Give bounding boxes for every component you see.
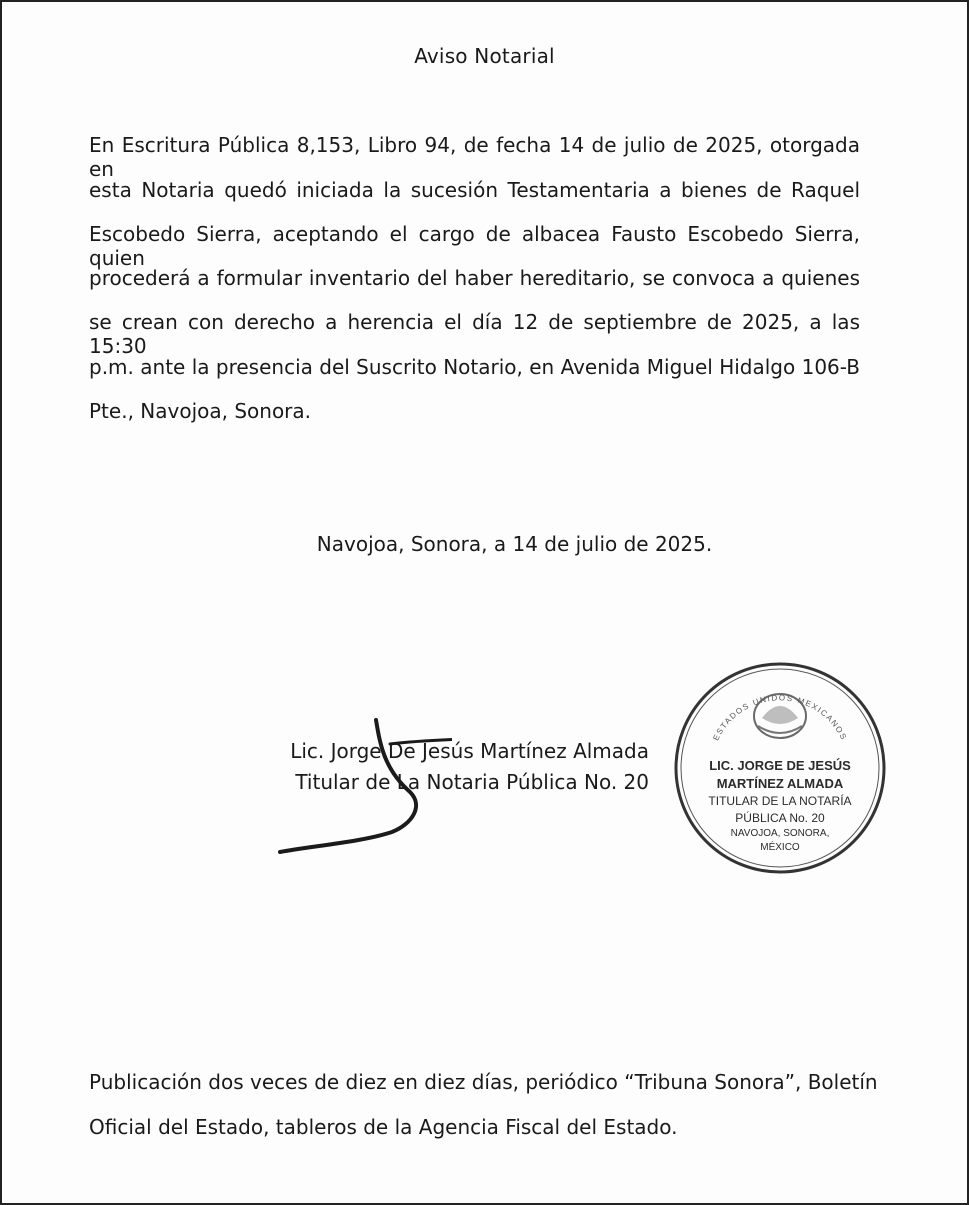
publication-line: Publicación dos veces de diez en diez días, periódico “Tribuna Sonora”, Boletín	[89, 1070, 878, 1094]
seal-text: NAVOJOA, SONORA,	[730, 828, 830, 839]
seal-text: PÚBLICA No. 20	[735, 811, 825, 825]
seal-text: TITULAR DE LA NOTARÍA	[708, 794, 852, 808]
signatory-name: Lic. Jorge De Jesús Martínez Almada	[290, 739, 649, 763]
body-line: En Escritura Pública 8,153, Libro 94, de fecha 14 de julio de 2025, otorgada en	[89, 133, 860, 181]
seal-text: MARTÍNEZ ALMADA	[716, 776, 844, 791]
notary-seal	[672, 660, 888, 876]
seal-text: LIC. JORGE DE JESÚS	[709, 758, 851, 773]
seal-text: MÉXICO	[760, 842, 800, 853]
body-line: esta Notaria quedó iniciada la sucesión Testamentaria a bienes de Raquel	[89, 178, 860, 202]
handwritten-signature	[272, 714, 452, 864]
publication-line: Oficial del Estado, tableros de la Agencia Fiscal del Estado.	[89, 1115, 678, 1139]
body-line: procederá a formular inventario del haber hereditario, se convoca a quienes	[89, 266, 860, 290]
place-and-date: Navojoa, Sonora, a 14 de julio de 2025.	[316, 532, 713, 556]
body-line: Pte., Navojoa, Sonora.	[89, 399, 312, 423]
body-line: p.m. ante la presencia del Suscrito Notario, en Avenida Miguel Hidalgo 106-B	[89, 355, 860, 379]
notice-title: Aviso Notarial	[414, 44, 555, 68]
signatory-title: Titular de La Notaria Pública No. 20	[295, 770, 649, 794]
body-line: se crean con derecho a herencia el día 12 de septiembre de 2025, a las 15:30	[89, 310, 860, 358]
body-line: Escobedo Sierra, aceptando el cargo de albacea Fausto Escobedo Sierra, quien	[89, 222, 860, 270]
seal-arc-text: ESTADOS UNIDOS MEXICANOS	[711, 693, 849, 743]
